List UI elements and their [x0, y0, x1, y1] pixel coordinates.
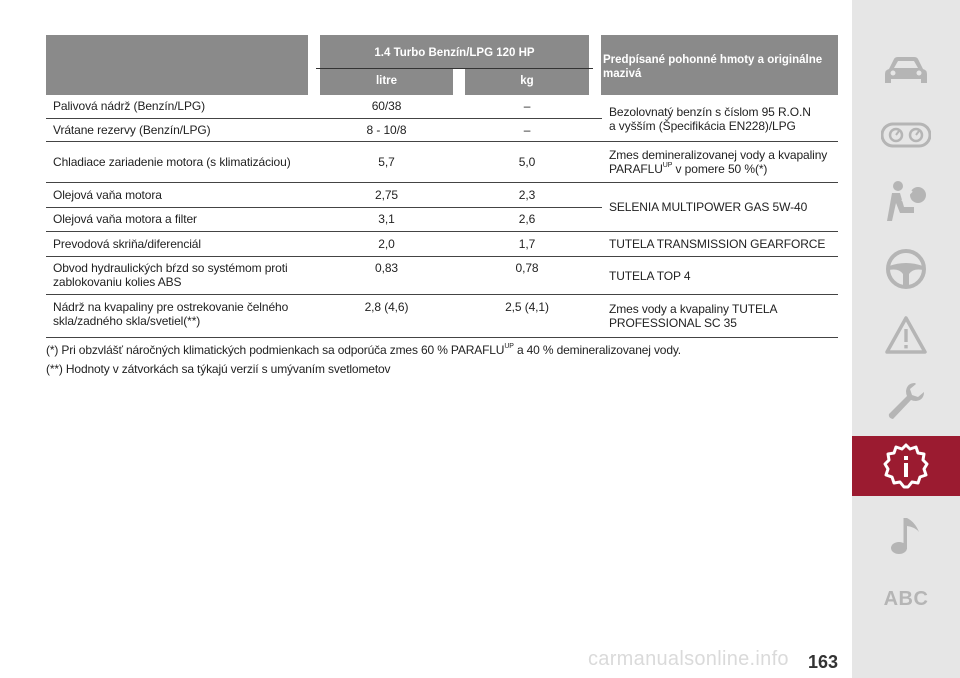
row-litre: 2,0 — [378, 237, 395, 251]
technical-data-icon — [883, 443, 929, 489]
nav-safety[interactable] — [852, 170, 960, 232]
nav-dashboard[interactable] — [852, 108, 960, 162]
row-name: Palivová nádrž (Benzín/LPG) — [53, 99, 206, 113]
row-litre: 2,8 (4,6) — [364, 300, 409, 314]
engine-header: 1.4 Turbo Benzín/LPG 120 HP — [374, 47, 535, 59]
row-kg: 2,5 (4,1) — [505, 300, 549, 314]
row-litre: 0,83 — [375, 261, 398, 275]
row-litre: 2,75 — [375, 188, 398, 202]
row-kg: 2,3 — [518, 188, 536, 202]
nav-driving[interactable] — [852, 240, 960, 298]
index-label: ABC — [883, 587, 929, 610]
row-litre: 8 - 10/8 — [366, 123, 407, 137]
row-divider — [46, 141, 838, 142]
unit-litre: litre — [375, 75, 398, 87]
row-litre: 60/38 — [371, 99, 402, 113]
nav-technical-data[interactable] — [852, 436, 960, 496]
header-blank-cell — [46, 35, 308, 95]
row-kg: – — [523, 123, 531, 137]
fuel-header: Predpísané pohonné hmoty a originálne mazivá — [603, 54, 823, 80]
fuel-gearbox: TUTELA TRANSMISSION GEARFORCE — [609, 237, 826, 251]
row-litre: 5,7 — [378, 155, 395, 169]
music-note-icon — [889, 514, 923, 556]
row-divider — [46, 118, 602, 119]
row-kg: 1,7 — [518, 237, 536, 251]
footnote-1: (*) Pri obzvlášť náročných klimatických podmienkach sa odporúča zmes 60 % $PARAFLU^{UP}$ a 40 % demineralizovanej vody. — [46, 343, 681, 357]
fuel-petrol: Bezolovnatý benzín s číslom 95 R.O.N a vyšším (Špecifikácia EN228)/LPG — [609, 105, 811, 133]
row-divider — [46, 256, 838, 257]
row-kg: 5,0 — [518, 155, 536, 169]
row-name: Prevodová skriňa/diferenciál — [53, 237, 201, 251]
seat-airbag-icon — [884, 179, 928, 223]
chapter-sidebar — [852, 0, 960, 678]
warning-triangle-icon — [884, 315, 928, 355]
fuel-brake: TUTELA TOP 4 — [609, 269, 691, 283]
fuel-coolant: Zmes demineralizovanej vody a kvapaliny $PARAFLU^{UP}$ v pomere 50 %(*) — [609, 148, 828, 176]
row-kg: 0,78 — [515, 261, 539, 275]
car-icon — [883, 55, 929, 87]
nav-index[interactable] — [852, 580, 960, 618]
row-name: Nádrž na kvapaliny pre ostrekovanie čelného skla/zadného skla/svetiel(**) — [53, 300, 289, 328]
row-divider — [46, 294, 838, 295]
row-name: Vrátane rezervy (Benzín/LPG) — [53, 123, 211, 137]
nav-multimedia[interactable] — [852, 506, 960, 564]
row-litre: 3,1 — [378, 212, 395, 226]
fuel-washer: Zmes vody a kvapaliny TUTELA PROFESSIONAL SC 35 — [609, 302, 778, 330]
row-divider — [46, 207, 602, 208]
nav-maintenance[interactable] — [852, 372, 960, 430]
row-name: Obvod hydraulických bŕzd so systémom proti zablokovaniu kolies ABS — [53, 261, 288, 289]
nav-car[interactable] — [852, 42, 960, 100]
page-number: 163 — [808, 652, 839, 672]
wrench-icon — [885, 380, 927, 422]
row-divider — [46, 231, 838, 232]
row-divider — [46, 337, 838, 338]
row-kg: – — [523, 99, 531, 113]
steering-wheel-icon — [885, 248, 927, 290]
dashboard-gauges-icon — [881, 121, 931, 149]
row-name: Olejová vaňa motora — [53, 188, 162, 202]
fuel-engine-oil: SELENIA MULTIPOWER GAS 5W-40 — [609, 200, 808, 214]
nav-emergency[interactable] — [852, 306, 960, 364]
row-name: Chladiace zariadenie motora (s klimatizáciou) — [53, 155, 291, 169]
footnote-2: (**) Hodnoty v zátvorkách sa týkajú verzií s umývaním svetlometov — [46, 362, 391, 376]
row-divider — [46, 182, 838, 183]
unit-kg: kg — [520, 75, 534, 87]
row-kg: 2,6 — [518, 212, 536, 226]
row-name: Olejová vaňa motora a filter — [53, 212, 197, 226]
watermark: carmanualsonline.info — [588, 648, 789, 670]
